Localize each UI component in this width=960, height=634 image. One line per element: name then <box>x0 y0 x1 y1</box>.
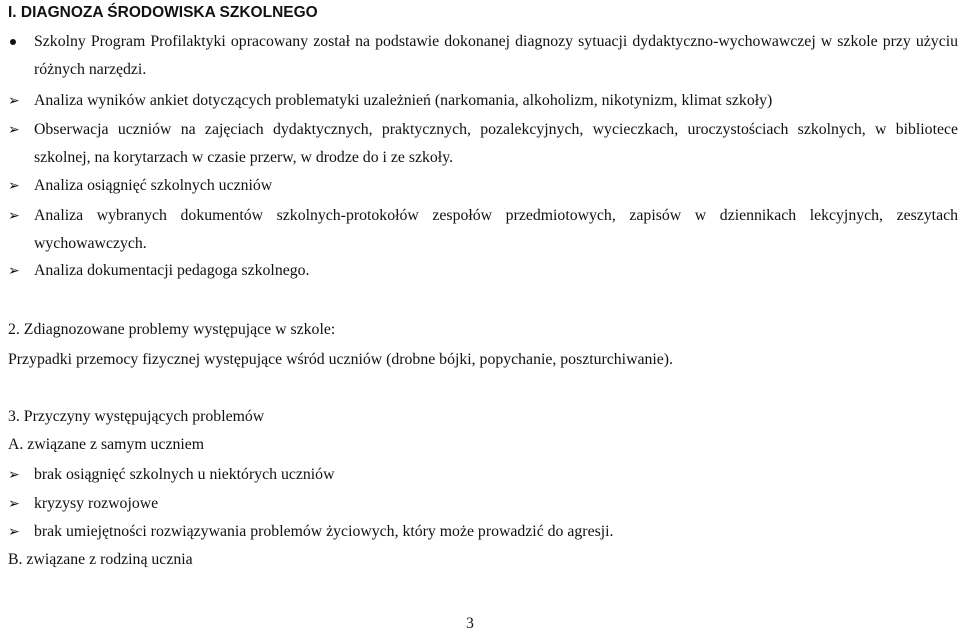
arrow-bullet-icon: ➢ <box>8 467 20 483</box>
list-item-text: brak umiejętności rozwiązywania problemów życiowych, który może prowadzić do agresji. <box>34 523 614 540</box>
list-item <box>8 172 960 200</box>
list-item-text: Analiza osiągnięć szkolnych uczniów <box>34 177 273 194</box>
causes-sub-b: B. związane z rodziną ucznia <box>8 551 193 568</box>
arrow-bullet-icon: ➢ <box>8 524 20 540</box>
problems-heading: 2. Zdiagnozowane problemy występujące w szkole: <box>8 321 336 338</box>
list-item <box>8 202 960 258</box>
list-item <box>8 87 960 115</box>
arrow-bullet-icon: ➢ <box>8 93 20 109</box>
list-item <box>8 490 960 518</box>
list-item-text: kryzysy rozwojowe <box>34 495 159 512</box>
intro-text: Szkolny Program Profilaktyki opracowany został na podstawie dokonanej diagnozy sytuacji dydaktyczno-wychowawczej w szkole przy użyciu różnych narzędzi. <box>34 33 958 78</box>
bullet-dot-icon <box>8 28 30 56</box>
causes-sub-a: A. związane z samym uczniem <box>8 436 205 453</box>
causes-heading: 3. Przyczyny występujących problemów <box>8 408 265 425</box>
list-item <box>8 461 960 489</box>
list-item-text: Analiza wybranych dokumentów szkolnych-protokołów zespołów przedmiotowych, zapisów w dziennikach lekcyjnych, zeszytach wychowawczych. <box>34 207 958 252</box>
arrow-bullet-icon: ➢ <box>8 178 20 194</box>
list-item-text: brak osiągnięć szkolnych u niektórych uczniów <box>34 466 335 483</box>
section-title: I. DIAGNOZA ŚRODOWISKA SZKOLNEGO <box>8 4 318 21</box>
list-item <box>8 257 960 285</box>
list-item-intro <box>8 28 960 84</box>
arrow-bullet-icon: ➢ <box>8 122 20 138</box>
list-item <box>8 518 960 546</box>
arrow-bullet-icon: ➢ <box>8 263 20 279</box>
page-number: 3 <box>466 615 474 632</box>
list-item-text: Analiza dokumentacji pedagoga szkolnego. <box>34 262 310 279</box>
arrow-bullet-icon: ➢ <box>8 496 20 512</box>
problems-text: Przypadki przemocy fizycznej występujące wśród uczniów (drobne bójki, popychanie, poszturchiwanie). <box>8 351 673 368</box>
list-item <box>8 116 960 172</box>
arrow-bullet-icon: ➢ <box>8 208 20 224</box>
list-item-text: Obserwacja uczniów na zajęciach dydaktycznych, praktycznych, pozalekcyjnych, wycieczkach, uroczystościach szkolnych, w bibliotece szkolnej, na korytarzach w czasie przerw, w drodze do i ze szkoły. <box>34 121 958 166</box>
list-item-text: Analiza wyników ankiet dotyczących problematyki uzależnień (narkomania, alkoholizm, nikotynizm, klimat szkoły) <box>34 92 773 109</box>
